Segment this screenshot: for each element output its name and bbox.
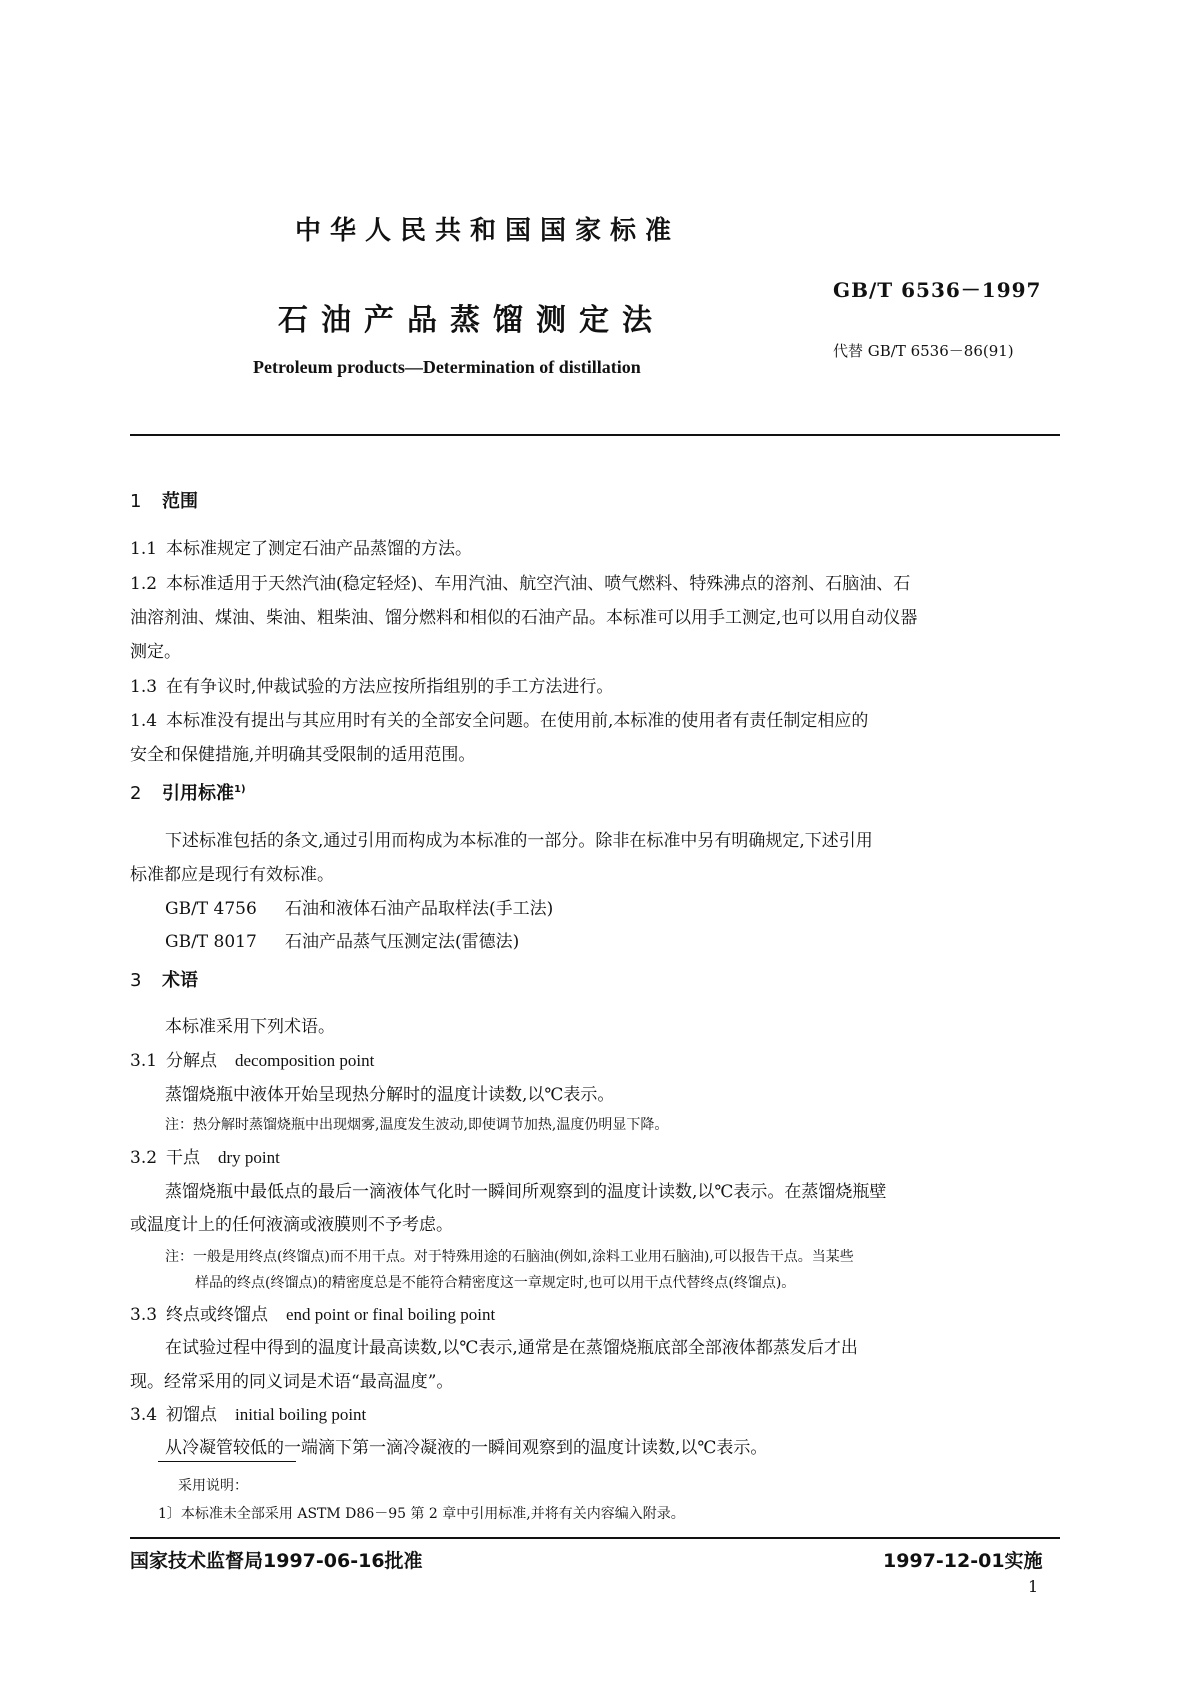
section-1-heading xyxy=(130,487,198,513)
page-number: 1 xyxy=(1028,1577,1039,1596)
clause-1-4-line-2: 安全和保健措施,并明确其受限制的适用范围。 xyxy=(130,745,476,765)
approval-date: 国家技术监督局1997-06-16批准 xyxy=(130,1550,423,1572)
term-3-2-definition-line-2: 或温度计上的任何液滴或液膜则不予考虑。 xyxy=(130,1215,453,1235)
clause-1-2-line-3: 测定。 xyxy=(130,642,181,662)
section-title: 术语 xyxy=(162,970,198,991)
document-title: 石油产品蒸馏测定法 xyxy=(278,303,665,338)
reference-standard-1 xyxy=(165,894,553,919)
clause-number: 1.3 xyxy=(130,677,158,697)
term-3-1-note: 注：热分解时蒸馏烧瓶中出现烟雾,温度发生波动,即使调节加热,温度仍明显下降。 xyxy=(165,1117,669,1133)
reference-title: 石油产品蒸气压测定法(雷德法) xyxy=(285,932,520,952)
section-number: 1 xyxy=(130,491,142,512)
clause-1-2-line-1 xyxy=(130,569,910,594)
term-3-1-definition: 蒸馏烧瓶中液体开始呈现热分解时的温度计读数,以℃表示。 xyxy=(165,1085,615,1105)
clause-number: 1.1 xyxy=(130,539,158,559)
term-3-2-note-line-2: 样品的终点(终馏点)的精密度总是不能符合精密度这一章规定时,也可以用干点代替终点(终馏点)。 xyxy=(195,1275,796,1291)
term-name-cn: 干点 xyxy=(166,1148,200,1168)
clause-text: 本标准适用于天然汽油(稳定轻烃)、车用汽油、航空汽油、喷气燃料、特殊沸点的溶剂、石脑油、石 xyxy=(166,574,911,594)
clause-text: 在有争议时,仲裁试验的方法应按所指组别的手工方法进行。 xyxy=(166,677,614,697)
term-number: 3.1 xyxy=(130,1051,158,1071)
reference-code: GB/T 8017 xyxy=(165,932,257,952)
section-number: 3 xyxy=(130,970,142,991)
term-name-en: end point or final boiling point xyxy=(286,1305,496,1324)
term-3-3-definition-line-1: 在试验过程中得到的温度计最高读数,以℃表示,通常是在蒸馏烧瓶底部全部液体都蒸发后才出 xyxy=(165,1338,858,1358)
section-number: 2 xyxy=(130,783,142,804)
reference-code: GB/T 4756 xyxy=(165,899,257,919)
term-name-en: dry point xyxy=(218,1148,280,1167)
term-name-cn: 终点或终馏点 xyxy=(166,1305,268,1325)
header-divider xyxy=(130,434,1060,436)
term-number: 3.3 xyxy=(130,1305,158,1325)
replaces-standard: 代替 GB/T 6536－86(91) xyxy=(833,342,1014,360)
term-number: 3.2 xyxy=(130,1148,158,1168)
effective-date: 1997-12-01实施 xyxy=(883,1550,1043,1572)
clause-text: 本标准没有提出与其应用时有关的全部安全问题。在使用前,本标准的使用者有责任制定相应的 xyxy=(166,711,869,731)
footnote-divider xyxy=(158,1461,296,1462)
term-name-cn: 初馏点 xyxy=(166,1405,217,1425)
section-title: 范围 xyxy=(162,491,198,512)
clause-1-3 xyxy=(130,672,613,697)
section-2-intro-line-2: 标准都应是现行有效标准。 xyxy=(130,865,334,885)
clause-number: 1.4 xyxy=(130,711,158,731)
section-2-heading xyxy=(130,779,246,805)
clause-text: 本标准规定了测定石油产品蒸馏的方法。 xyxy=(166,539,472,559)
section-3-intro: 本标准采用下列术语。 xyxy=(165,1017,335,1037)
clause-1-1 xyxy=(130,534,472,559)
section-2-intro-line-1: 下述标准包括的条文,通过引用而构成为本标准的一部分。除非在标准中另有明确规定,下述引用 xyxy=(165,831,873,851)
term-name-en: initial boiling point xyxy=(235,1405,367,1424)
reference-title: 石油和液体石油产品取样法(手工法) xyxy=(285,899,554,919)
section-3-heading xyxy=(130,966,198,992)
national-standard-heading: 中华人民共和国国家标准 xyxy=(295,216,681,246)
term-3-1-heading xyxy=(130,1046,374,1071)
term-name-cn: 分解点 xyxy=(166,1051,217,1071)
term-3-4-definition: 从冷凝管较低的一端滴下第一滴冷凝液的一瞬间观察到的温度计读数,以℃表示。 xyxy=(165,1438,768,1458)
section-title: 引用标准 xyxy=(162,783,234,804)
term-number: 3.4 xyxy=(130,1405,158,1425)
reference-standard-2 xyxy=(165,927,519,952)
term-3-2-definition-line-1: 蒸馏烧瓶中最低点的最后一滴液体气化时一瞬间所观察到的温度计读数,以℃表示。在蒸馏烧瓶壁 xyxy=(165,1182,887,1202)
term-3-3-definition-line-2: 现。经常采用的同义词是术语“最高温度”。 xyxy=(130,1372,454,1392)
standard-code: GB/T 6536－1997 xyxy=(833,278,1042,302)
term-name-en: decomposition point xyxy=(235,1051,375,1070)
term-3-2-note-line-1: 注：一般是用终点(终馏点)而不用干点。对于特殊用途的石脑油(例如,涂料工业用石脑油),可以报告干点。当某些 xyxy=(165,1249,854,1265)
term-3-3-heading xyxy=(130,1300,495,1325)
footnote-text: 1〕本标准未全部采用 ASTM D86－95 第 2 章中引用标准,并将有关内容编入附录。 xyxy=(158,1506,685,1522)
clause-number: 1.2 xyxy=(130,574,158,594)
clause-1-2-line-2: 油溶剂油、煤油、柴油、粗柴油、馏分燃料和相似的石油产品。本标准可以用手工测定,也可以用自动仪器 xyxy=(130,608,918,628)
english-title: Petroleum products—Determination of distillation xyxy=(253,357,641,377)
footnote-marker: 1) xyxy=(234,784,246,795)
term-3-2-heading xyxy=(130,1143,280,1168)
term-3-4-heading xyxy=(130,1400,366,1425)
footer-divider xyxy=(130,1537,1060,1539)
footnote-label: 采用说明： xyxy=(178,1478,248,1494)
clause-1-4-line-1 xyxy=(130,706,868,731)
